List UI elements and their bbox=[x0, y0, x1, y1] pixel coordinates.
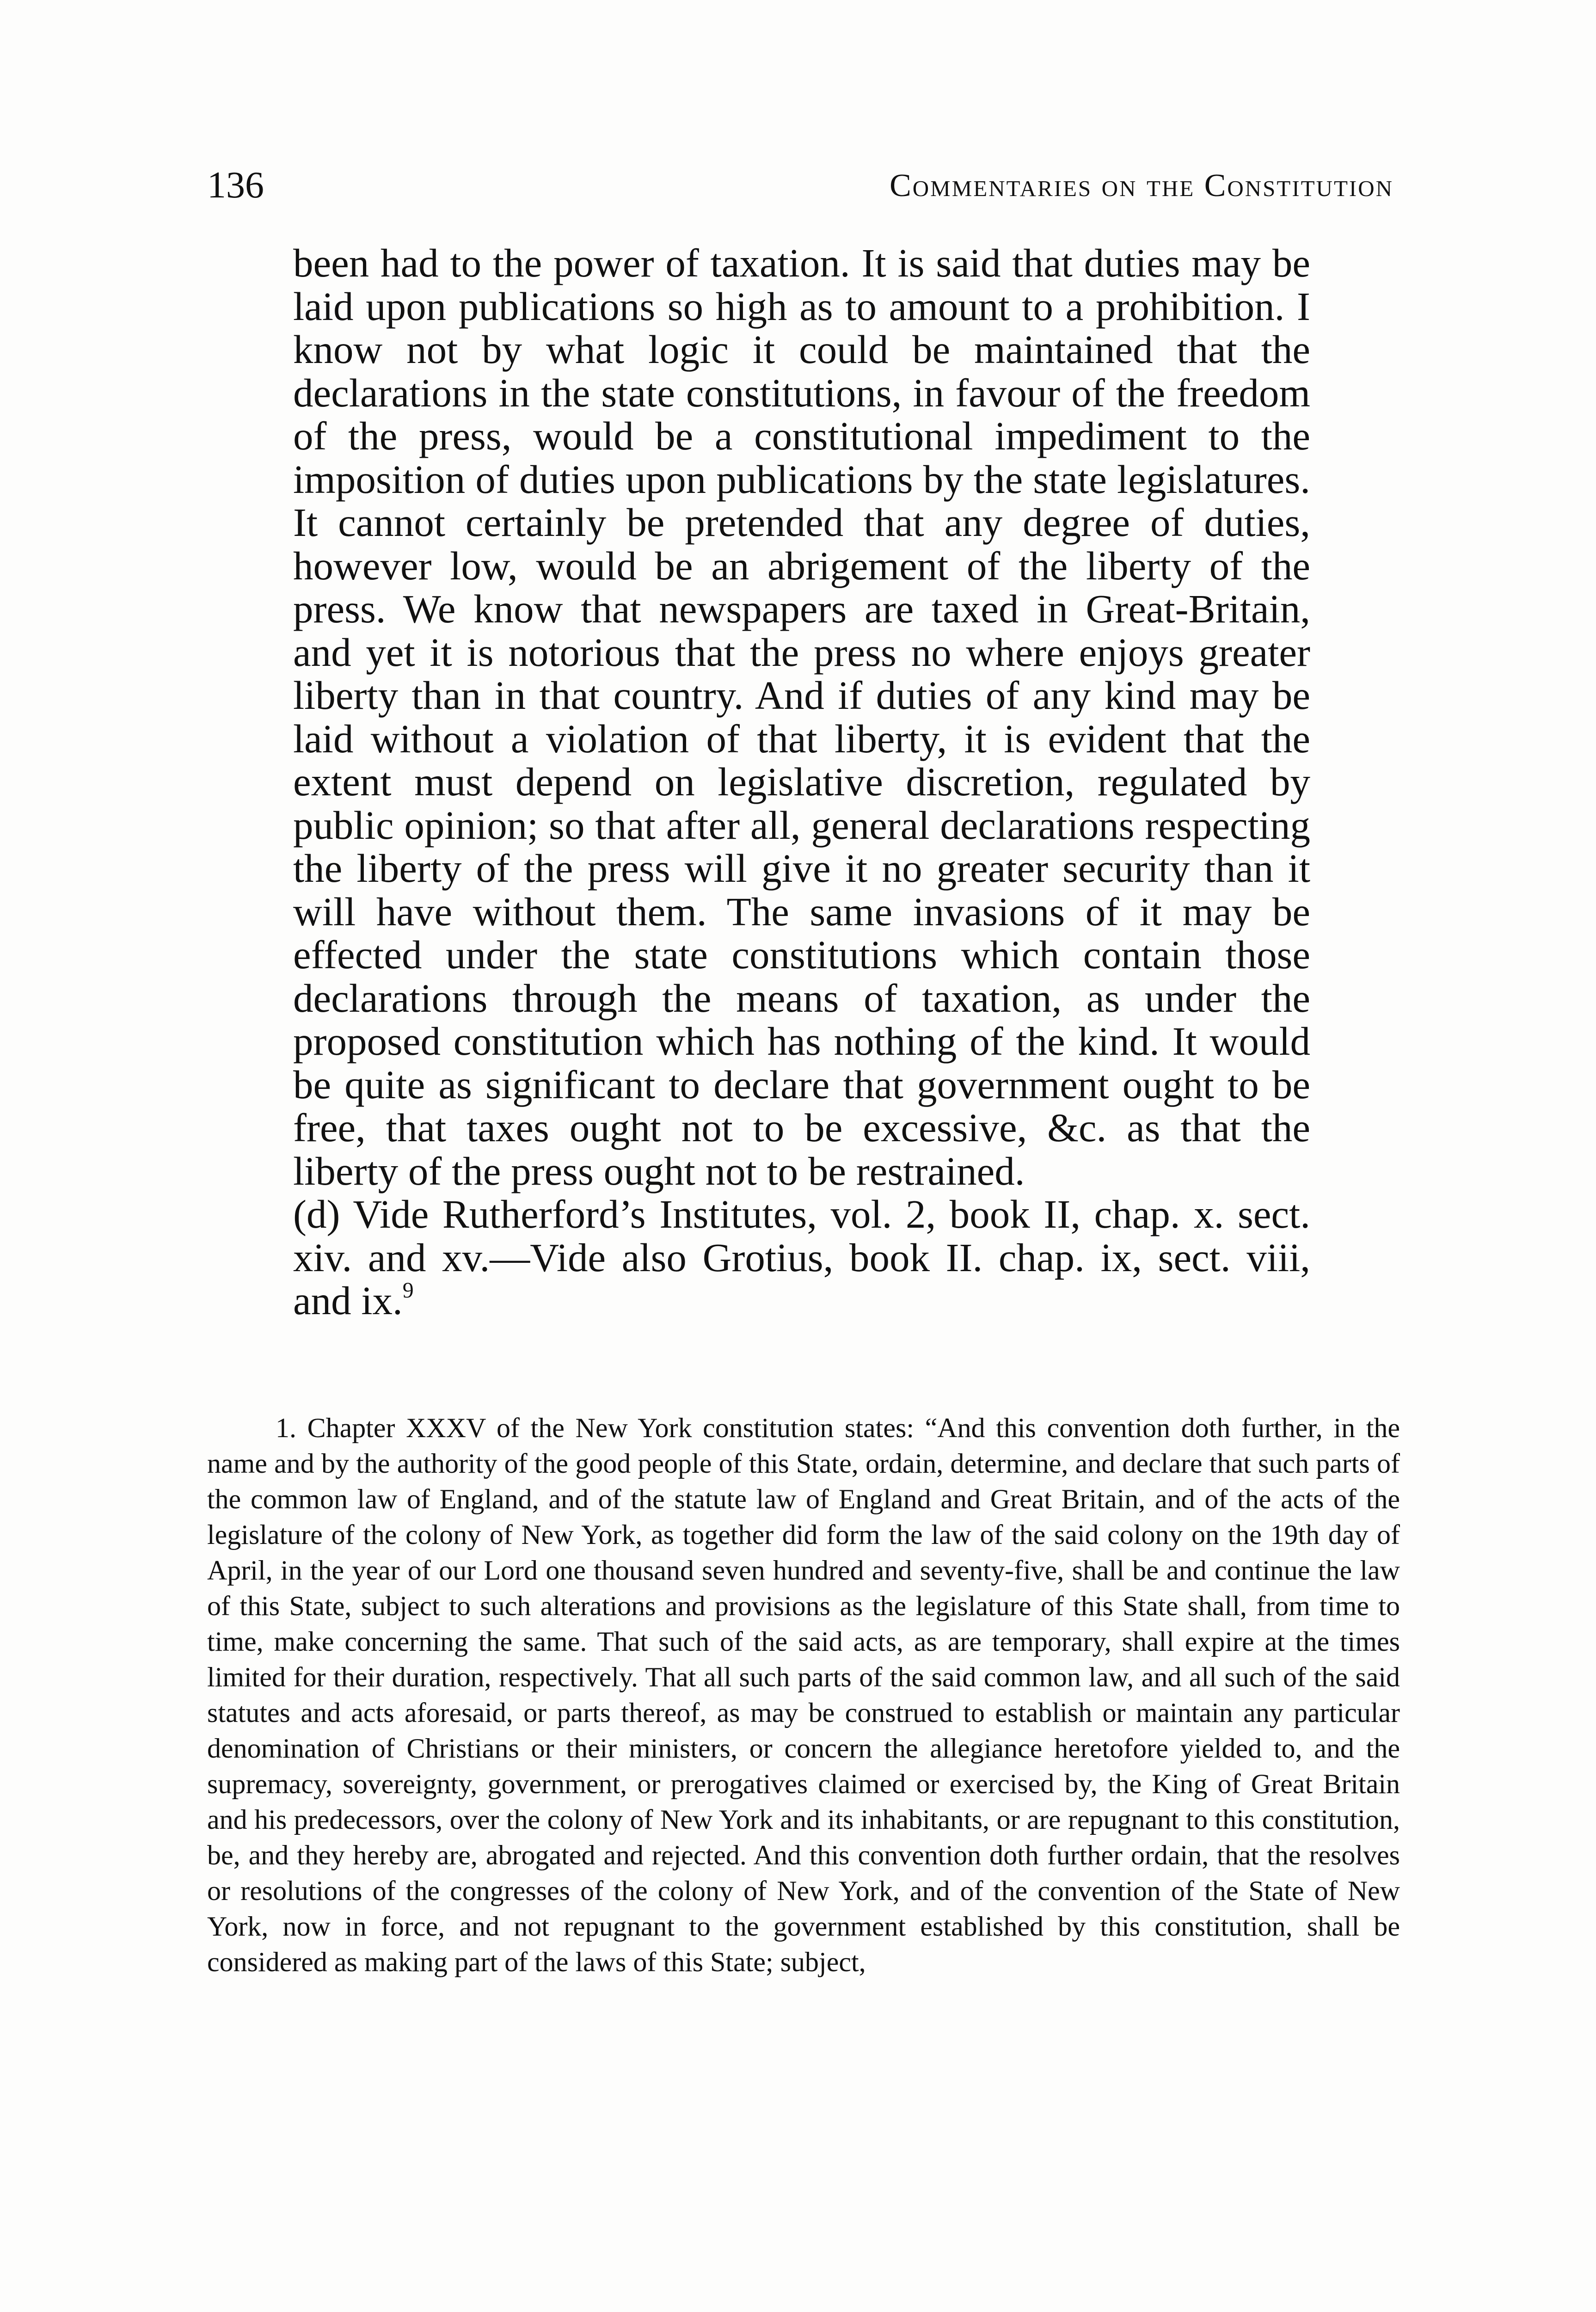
running-head bbox=[207, 162, 1393, 217]
footnote-1: 1. Chapter XXXV of the New York constitution states: “And this convention doth further, in the name and by the authority of the good people of this State, ordain, determine, and declare that such parts of the common law of England, and of the statute law of England and Great Britain, and of the acts of the legislature of the colony of New York, as together did form the law of the said colony on the 19th day of April, in the year of our Lord one thousand seven hundred and seventy-five, shall be and continue the law of this State, subject to such alterations and provisions as the legislature of this State shall, from time to time, make concerning the same. That such of the said acts, as are temporary, shall expire at the times limited for their duration, respectively. That all such parts of the said common law, and all such of the said statutes and acts aforesaid, or parts thereof, as may be construed to establish or maintain any particular denomination of Christians or their ministers, or concern the allegiance heretofore yielded to, and the supremacy, sovereignty, government, or prerogatives claimed or exercised by, the King of Great Britain and his predecessors, over the colony of New York and its inhabitants, or are repugnant to this constitution, be, and they hereby are, abrogated and rejected. And this convention doth further ordain, that the resolves or resolutions of the congresses of the colony of New York, and of the convention of the State of New York, now in force, and not repugnant to the government established by this constitution, shall be considered as making part of the laws of this State; subject, bbox=[207, 1413, 1400, 1977]
body-text bbox=[293, 241, 1310, 1322]
footnote-marker: 9 bbox=[402, 1278, 414, 1303]
page-number: 136 bbox=[207, 164, 264, 206]
running-title: Commentaries on the Constitution bbox=[890, 168, 1393, 203]
marginal-note-d-text: (d) Vide Rutherford’s Institutes, vol. 2, book II, chap. x. sect. xiv. and xv.—Vide also Grotius, book II. chap. ix, sect. viii, and ix. bbox=[293, 1192, 1310, 1323]
marginal-note-d bbox=[293, 1193, 1310, 1322]
body-paragraph: been had to the power of taxation. It is said that duties may be laid upon publications so high as to amount to a prohibition. I know not by what logic it could be maintained that the declarations in the state constitutions, in favour of the freedom of the press, would be a constitutional impediment to the imposition of duties upon publications by the state legislatures. It cannot certainly be pretended that any degree of duties, however low, would be an abrigement of the liberty of the press. We know that newspapers are taxed in Great-Britain, and yet it is notorious that the press no where enjoys greater liberty than in that country. And if duties of any kind may be laid without a violation of that liberty, it is evident that the extent must depend on legislative discretion, regulated by public opinion; so that after all, general declarations respecting the liberty of the press will give it no greater security than it will have without them. The same invasions of it may be effected under the state constitutions which contain those declarations through the means of taxation, as under the proposed constitution which has nothing of the kind. It would be quite as significant to declare that government ought to be free, that taxes ought not to be excessive, &c. as that the liberty of the press ought not to be restrained. bbox=[293, 240, 1310, 1193]
